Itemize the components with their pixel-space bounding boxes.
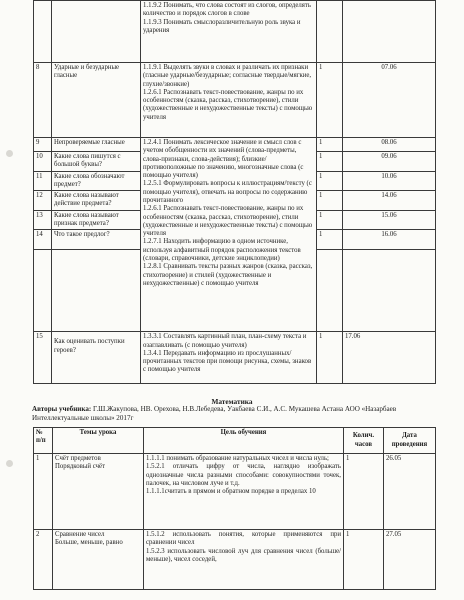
empty-cell <box>317 250 343 332</box>
row-number: 15 <box>34 332 52 384</box>
learning-goals <box>141 63 317 138</box>
punch-hole <box>6 150 13 157</box>
row-number: 12 <box>34 191 52 211</box>
goal-text: 1.2.5.1 Формулировать вопросы к иллюстрациям/тексту (с помощью учителя), отвечать на вопросы по содержанию прочитанного <box>143 180 312 204</box>
table-row <box>34 530 436 590</box>
learning-goals <box>144 454 344 530</box>
lesson-topic: Как оценивать поступки героев? <box>52 332 141 384</box>
table-header-row <box>34 428 436 454</box>
lesson-topic <box>52 1 141 63</box>
goal-text: 1.5.1.2 использовать понятия, которые применяются при сравнении чисел <box>146 531 341 547</box>
lesson-topic: Непроверяемые гласные <box>52 138 141 152</box>
header-hours: Колич. часов <box>344 428 384 454</box>
row-number: 9 <box>34 138 52 152</box>
lesson-date: 10.06 <box>343 171 436 191</box>
lesson-topic: Что такое предлог? <box>52 230 141 250</box>
goal-text: 1.2.6.1 Распознавать текст-повествование, жанры по их особенностям (сказка, рассказ, стихотворение), стили (художественные и нехудожественные тексты) с помощью учителя <box>143 88 313 121</box>
goal-text: 1.5.2.3 использовать числовой луч для сравнения чисел (больше/меньше), чисел соседей, <box>146 547 341 563</box>
learning-goals <box>141 1 317 63</box>
lesson-date: 09.06 <box>343 152 436 172</box>
row-number: 11 <box>34 171 52 191</box>
hours: 1 <box>317 138 343 152</box>
row-number: 8 <box>34 63 52 138</box>
topic-line: Порядковый счёт <box>55 463 106 471</box>
authors-label: Авторы учебника: <box>32 405 92 413</box>
hours: 1 <box>317 63 343 138</box>
lesson-topic: Какие слова пишутся с большой буквы? <box>52 152 141 172</box>
lesson-topic <box>53 530 144 590</box>
empty-cell <box>343 250 436 332</box>
goal-text: 1.3.3.1 Составлять картинный план, план-схему текста и озаглавливать (с помощью учителя) <box>143 333 307 349</box>
punch-hole <box>6 460 13 467</box>
topic-line: Сравнение чисел <box>55 531 105 538</box>
goal-text: 1.3.4.1 Передавать информацию из прослушанных/прочитанных текстов при помощи рисунка, схемы, знаков с помощью учителя <box>143 349 312 374</box>
empty-cell <box>52 250 141 332</box>
lesson-topic <box>53 454 144 530</box>
subject-title: Математика <box>211 397 253 406</box>
hours: 1 <box>317 191 343 211</box>
textbook-authors <box>32 405 436 423</box>
header-number: № п/п <box>34 428 53 454</box>
table-row <box>34 138 436 152</box>
goal-text: 1.2.7.1 Находить информацию в одном источнике, используя алфавитный порядок расположения текстов (словари, справочники, детские энциклопедии) <box>143 238 301 262</box>
lesson-date: 16.06 <box>343 230 436 250</box>
hours: 1 <box>344 454 384 530</box>
goal-text: 1.1.9.2 Понимать, что слова состоят из слогов, определять количество и порядок слогов в слове <box>143 2 312 18</box>
learning-goals <box>141 138 317 332</box>
row-number: 13 <box>34 210 52 230</box>
hours: 1 <box>317 210 343 230</box>
lesson-topic: Какие слова обозначают предмет? <box>52 171 141 191</box>
authors-text: Г.Ш.Жакупова, НВ. Орехова, Н.В.Лебедева, Уакбаева С.И., А.С. Мукашева Астана АОО «Назарбаев Интеллектуальные школы» 2017г <box>32 405 397 422</box>
row-number: 14 <box>34 230 52 250</box>
empty-cell <box>34 250 52 332</box>
lesson-date: 07.06 <box>343 63 436 138</box>
goal-text: 1.1.1.1 понимать образование натуральных чисел и числа нуль; <box>146 455 329 462</box>
literacy-plan-table <box>33 0 436 384</box>
goal-text: 1.2.6.1 Распознавать текст-повествование, жанры по их особенностям (сказка, рассказ, стихотворение), стили (художественные и нехудожественные тексты) с помощью учителя <box>143 205 313 238</box>
row-number: 10 <box>34 152 52 172</box>
table-row <box>34 1 436 63</box>
goal-text: 1.5.2.1 отличать цифру от числа, наглядно изображать однозначные числа разными способами: совокупностями точек, палочек, на числовом луче и т.д. <box>146 463 341 487</box>
hours: 1 <box>317 332 343 384</box>
row-number: 1 <box>34 454 53 530</box>
table-row <box>34 63 436 138</box>
lesson-date: 17.06 <box>343 332 436 384</box>
lesson-date: 27.05 <box>384 530 436 590</box>
goal-text: 1.2.4.1 Понимать лексическое значение и смысл слов с учетом обобщенности их значений (слова-предметы, слова-признаки, слова-действия); близкие/противоположные по значению, многозначные слова (с помощью учителя) <box>143 139 304 180</box>
header-date: Дата проведения <box>384 428 436 454</box>
math-plan-table <box>33 427 436 590</box>
hours: 1 <box>317 230 343 250</box>
hours: 1 <box>317 171 343 191</box>
hours <box>317 1 343 63</box>
header-topic: Темы урока <box>53 428 144 454</box>
goal-text: 1.2.8.1 Сравнивать тексты разных жанров (сказка, рассказ, стихотворение) и стилей (художественные и нехудожественные) с помощью учителя <box>143 263 313 287</box>
goal-text: 1.1.1.1считать в прямом и обратном порядке в пределах 10 <box>146 488 316 496</box>
table-row <box>34 454 436 530</box>
lesson-date: 15.06 <box>343 210 436 230</box>
goal-text: 1.1.9.3 Понимать смыслоразличительную роль звука и ударения <box>143 18 301 34</box>
lesson-date: 14.06 <box>343 191 436 211</box>
lesson-date: 08.06 <box>343 138 436 152</box>
lesson-topic: Какие слова называют действие предмета? <box>52 191 141 211</box>
topic-line: Больше, меньше, равно <box>55 539 123 547</box>
topic-line: Счёт предметов <box>55 455 101 462</box>
lesson-date <box>343 1 436 63</box>
goal-text: 1.1.9.1 Выделять звуки в словах и различать их признаки (гласные ударные/безударные; согласные твердые/мягкие, глухие/звонкие) <box>143 64 312 88</box>
row-number <box>34 1 52 63</box>
lesson-date: 26.05 <box>384 454 436 530</box>
header-goals: Цель обучения <box>144 428 344 454</box>
hours: 1 <box>317 152 343 172</box>
lesson-topic: Ударные и безударные гласные <box>52 63 141 138</box>
hours: 1 <box>344 530 384 590</box>
learning-goals <box>141 332 317 384</box>
lesson-topic: Какие слова называют признак предмета? <box>52 210 141 230</box>
row-number: 2 <box>34 530 53 590</box>
learning-goals <box>144 530 344 590</box>
table-row <box>34 332 436 384</box>
